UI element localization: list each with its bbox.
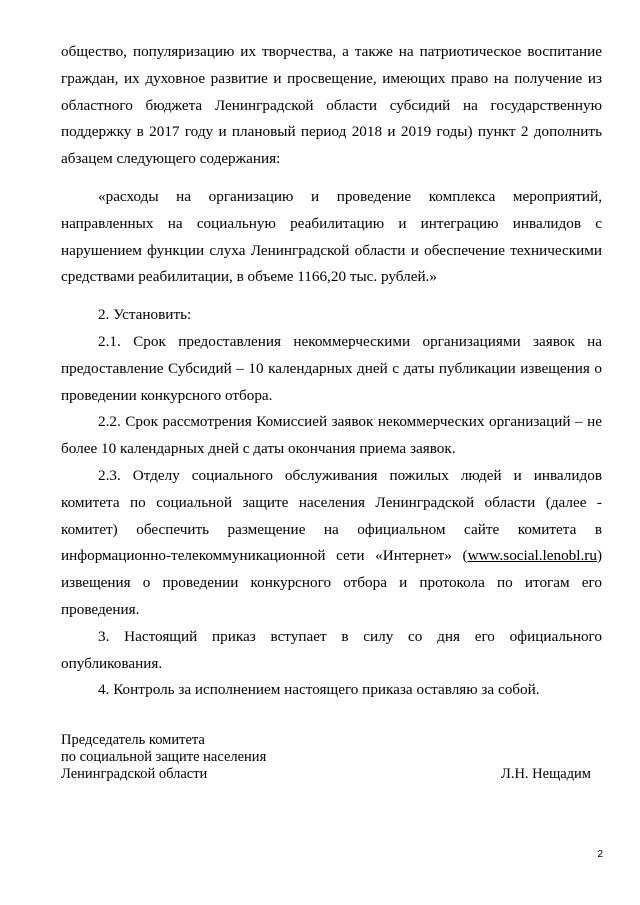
website-link[interactable]: www.social.lenobl.ru bbox=[467, 547, 597, 565]
paragraph-3: 3. Настоящий приказ вступает в силу со дня его официального опубликования. bbox=[61, 627, 602, 672]
paragraph-4: 4. Контроль за исполнением настоящего приказа оставляю за собой. bbox=[98, 681, 540, 699]
signature-title-line-2: по социальной защите населения bbox=[61, 749, 267, 765]
signature-title-line-3: Ленинградской области bbox=[61, 766, 208, 782]
document-body bbox=[61, 39, 602, 704]
paragraph-2-1: 2.1. Срок предоставления некоммерческими организациями заявок на предоставление Субсидий – 10 календарных дней с даты публикации извещения о проведении конкурсного отбора. bbox=[61, 332, 602, 404]
page-number: 2 bbox=[597, 849, 603, 860]
paragraph-quote: «расходы на организацию и проведение комплекса мероприятий, направленных на социальную реабилитацию и интеграцию инвалидов с нарушением функции слуха Ленинградской области и обеспечение техническими средствами реабилитации, в объеме 1166,20 тыс. рублей.» bbox=[61, 187, 602, 286]
paragraph-2-3 bbox=[61, 463, 602, 624]
signature-title-line-1: Председатель комитета bbox=[61, 732, 205, 748]
signatory-name: Л.Н. Нещадим bbox=[500, 766, 591, 782]
signature-block bbox=[61, 732, 591, 783]
paragraph-2-3-text-end: ) извещения о проведении конкурсного отбора и протокола по итогам его проведения. bbox=[61, 547, 602, 618]
paragraph-2-3-text-start: 2.3. Отделу социального обслуживания пожилых людей и инвалидов комитета по социальной защите населения Ленинградской области (далее - комитет) обеспечить размещение на официальном сайте комитета в информационно-телекоммуникационной сети «Интернет» ( bbox=[61, 466, 602, 565]
paragraph-intro: общество, популяризацию их творчества, а также на патриотическое воспитание граждан, их духовное развитие и просвещение, имеющих право на получение из областного бюджета Ленинградской области субсидий на государственную поддержку в 2017 году и плановый период 2018 и 2019 годы) пункт 2 дополнить абзацем следующего содержания: bbox=[61, 43, 602, 168]
paragraph-establish: 2. Установить: bbox=[98, 306, 192, 324]
paragraph-2-2: 2.2. Срок рассмотрения Комиссией заявок некоммерческих организаций – не более 10 календарных дней с даты окончания приема заявок. bbox=[61, 413, 602, 458]
